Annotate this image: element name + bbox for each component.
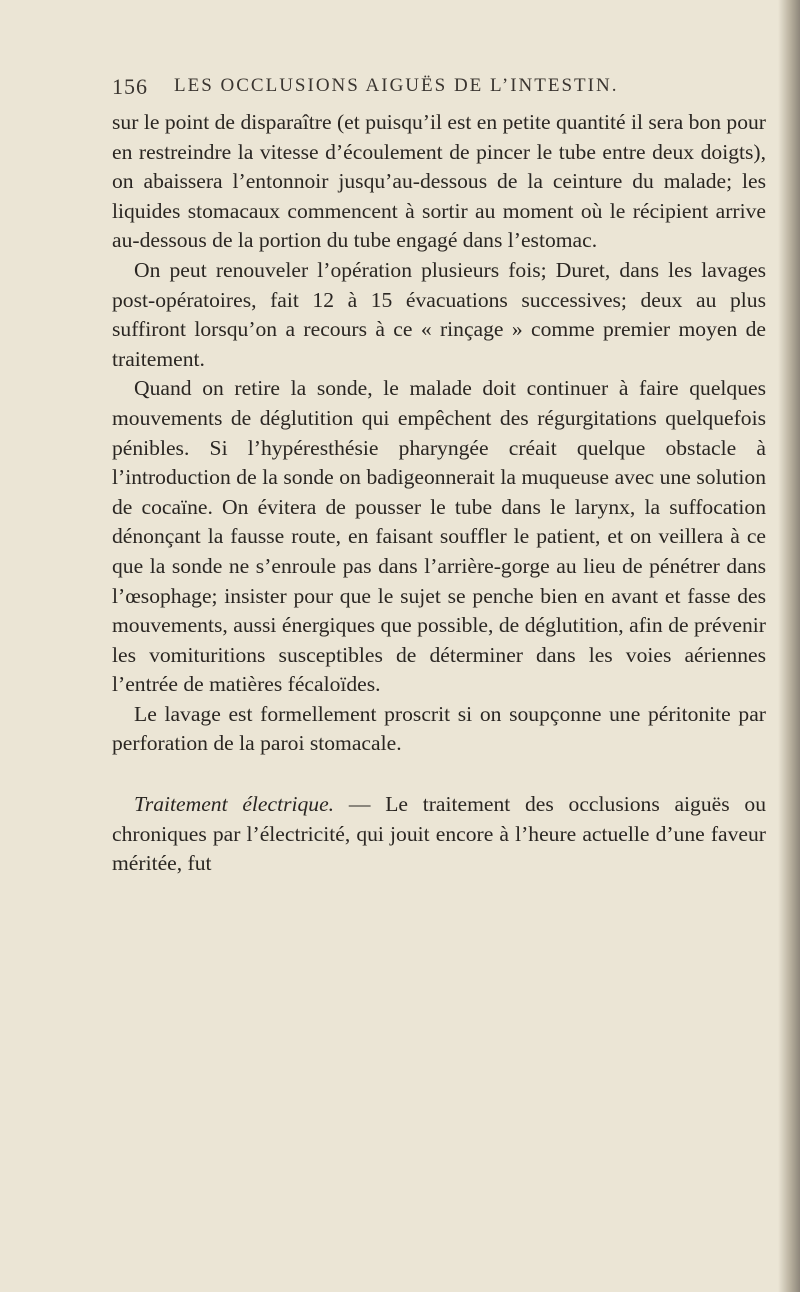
paragraph: On peut renouveler l’opération plusieurs fois; Duret, dans les lavages post-opératoires, fait 12 à 15 évacuations successives; deux au plus suffiront lorsqu’on a recours à ce « rinçage » comme premier moyen de traitement. [112, 257, 766, 371]
section-text: — Le traitement des occlusions aiguës ou chroniques par l’électricité, qui jouit encore à l’heure actuelle d’une faveur méritée, fut [112, 792, 766, 876]
paragraph: Le lavage est formellement proscrit si on soupçonne une péritonite par perforation de la paroi stomacale. [112, 701, 766, 756]
page-number: 156 [112, 74, 148, 99]
paragraph: Quand on retire la sonde, le malade doit continuer à faire quelques mouvements de déglutition qui empêchent des régurgitations quelquefois pénibles. Si l’hypéresthésie pharyngée créait quelque obstacle à l’introduction de la sonde on badigeonnerait la muqueuse avec une solution de cocaïne. On évitera de pousser le tube dans le larynx, la suffocation dénonçant la fausse route, en faisant souffler le patient, et on veillera à ce que la sonde ne s’enroule pas dans l’arrière-gorge au lieu de pénétrer dans l’œsophage; insister pour que le sujet se penche bien en avant et fasse des mouvements, aussi énergiques que possible, de déglutition, afin de prévenir les vomituritions susceptibles de déterminer dans les voies aériennes l’entrée de matières fécaloïdes. [112, 376, 766, 697]
section-heading: Traitement électrique. [134, 792, 335, 817]
paragraph: sur le point de disparaître (et puisqu’il est en petite quantité il sera bon pour en restreindre la vitesse d’écoulement de pincer le tube entre deux doigts), on abaissera l’entonnoir jusqu’au-dessous de la ceinture du malade; les liquides stomacaux commencent à sortir au moment où le récipient arrive au-dessous de la portion du tube engagé dans l’estomac. [112, 110, 766, 253]
running-head [112, 74, 772, 104]
running-title: LES OCCLUSIONS AIGUËS DE L’INTESTIN. [174, 75, 619, 96]
section-paragraph [112, 790, 766, 879]
page-edge-shadow [778, 0, 800, 1292]
body-text [112, 108, 766, 879]
